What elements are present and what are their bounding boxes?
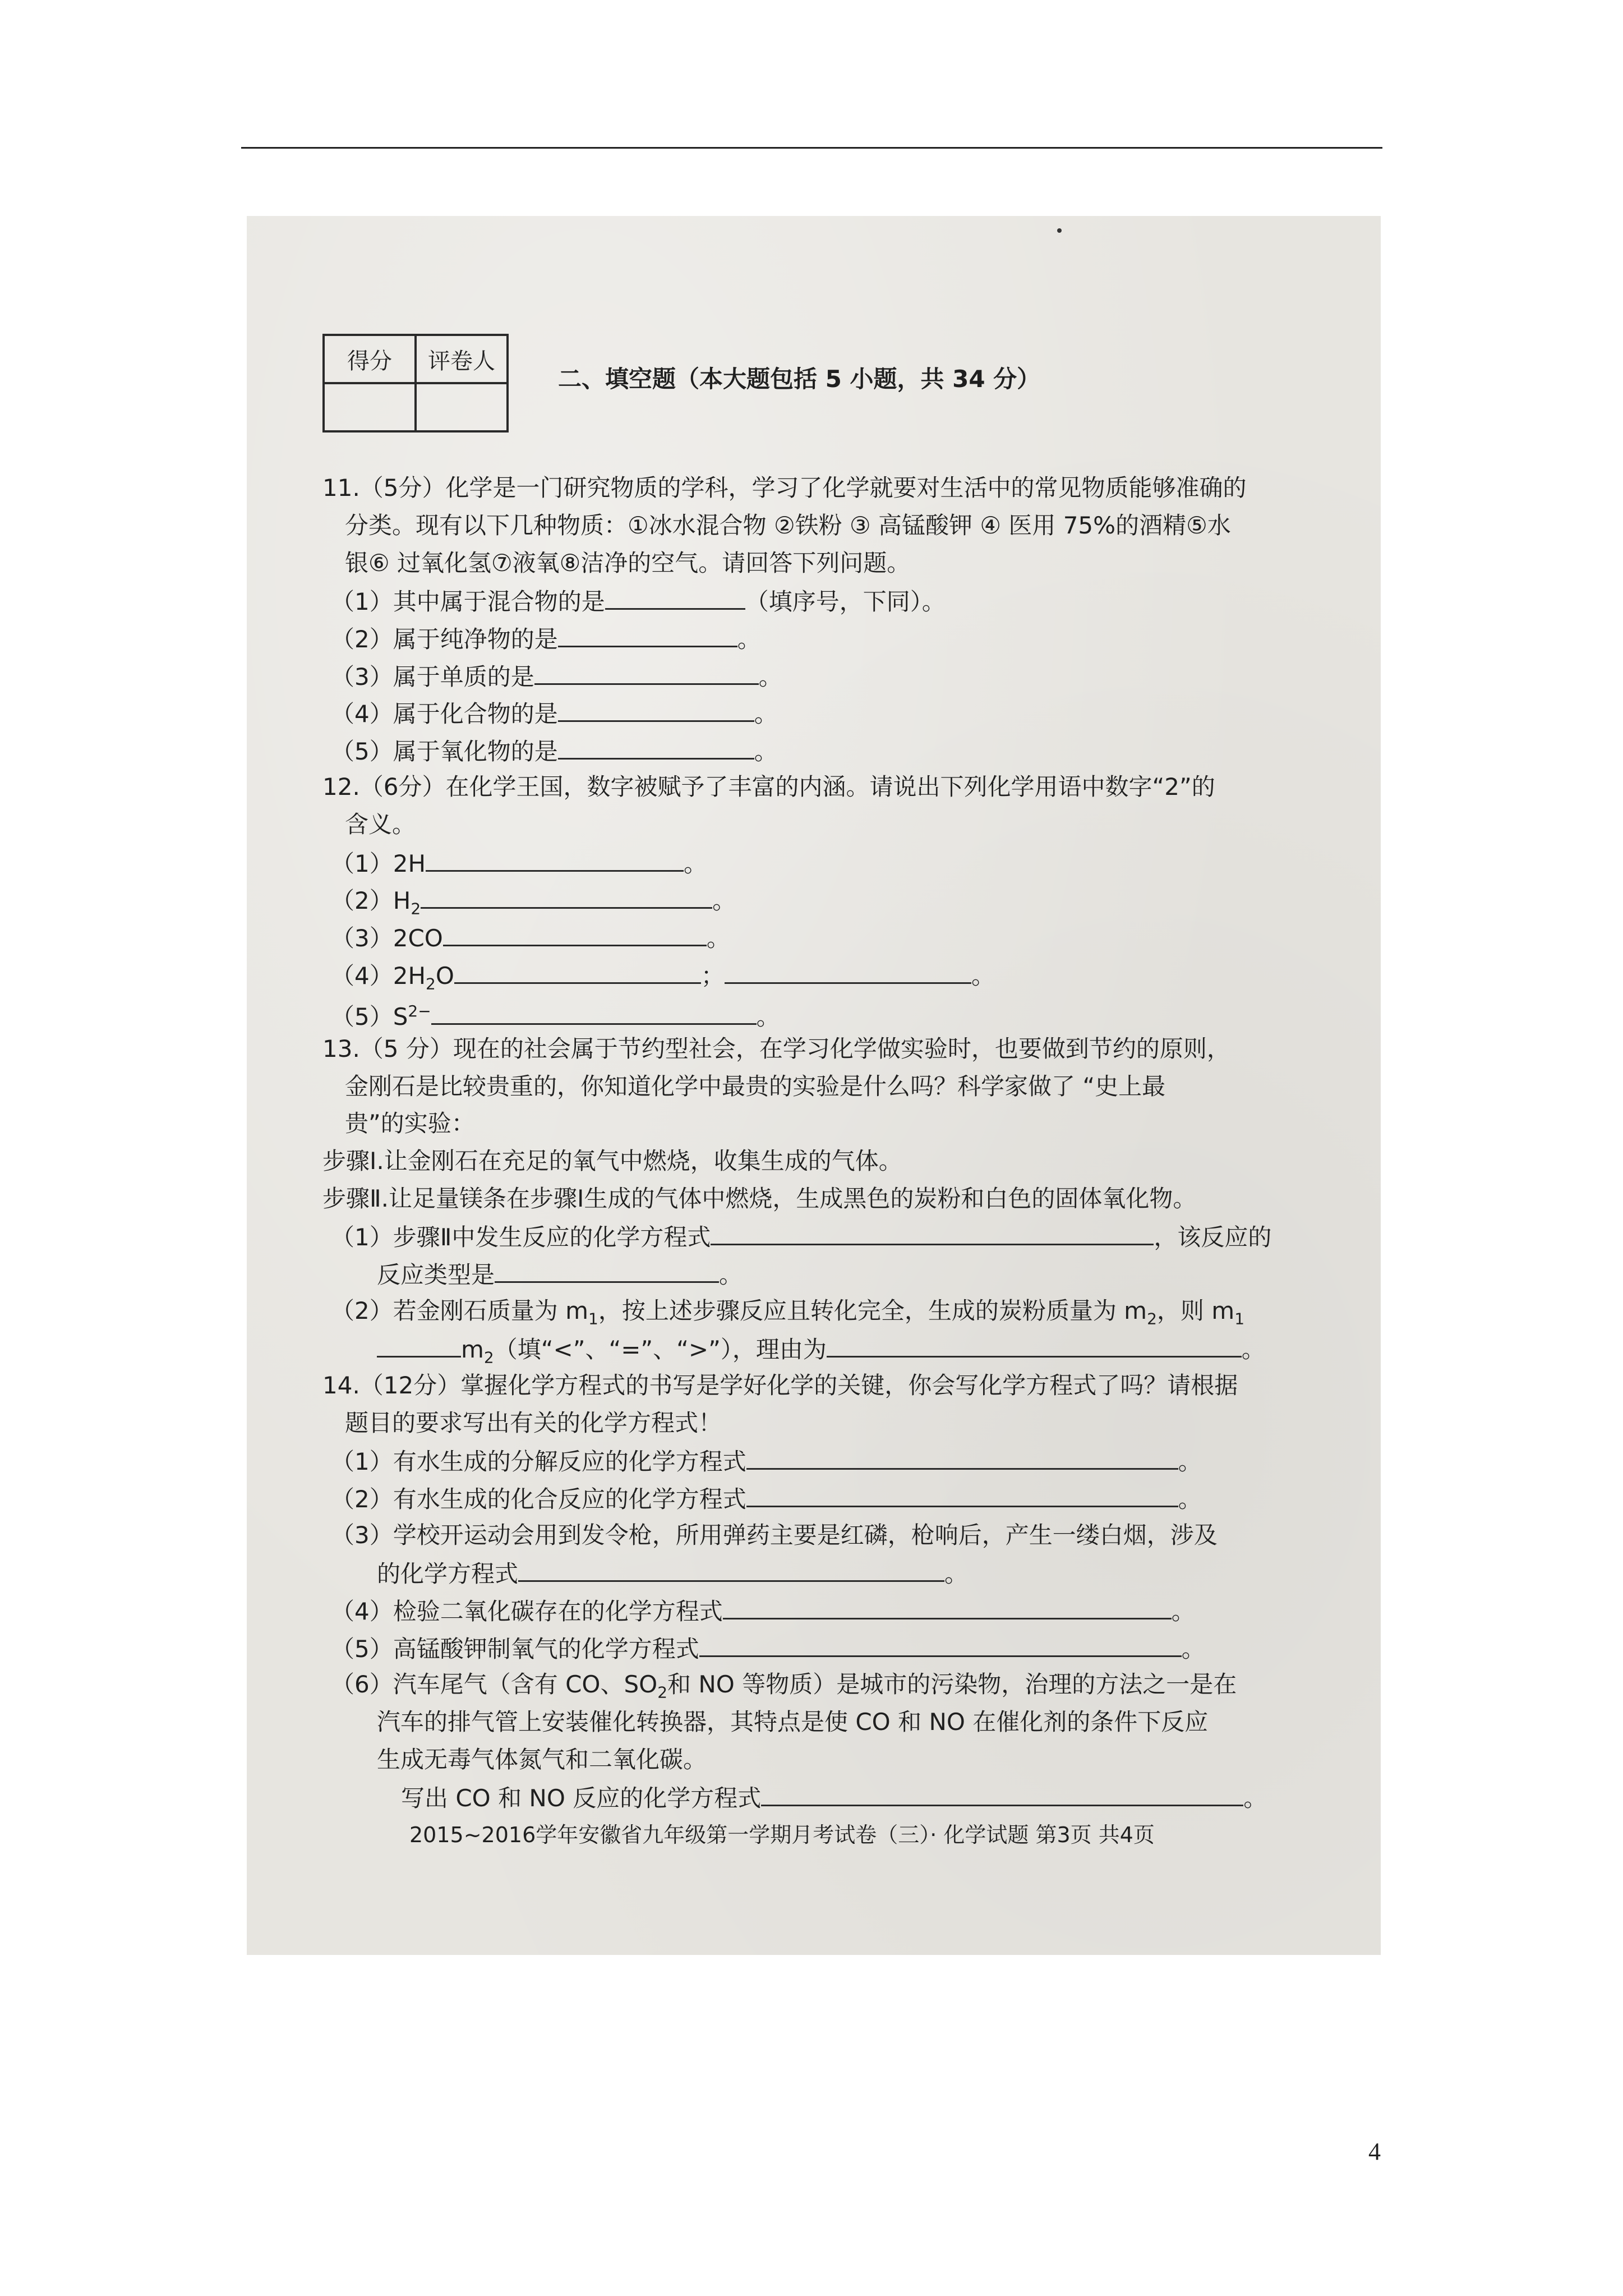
score-table [322, 334, 509, 432]
end-mark: 。 [684, 850, 708, 877]
end-mark: 。 [1178, 1485, 1202, 1513]
q12-part-5 [331, 995, 780, 1034]
q12-answer-blank-4b[interactable] [725, 958, 971, 984]
q11-answer-blank-2[interactable] [558, 621, 737, 647]
q11-intro-3: 银⑥ 过氧化氢⑦液氧⑧洁净的空气。请回答下列问题。 [345, 549, 911, 577]
q13-part-2 [331, 1294, 1244, 1336]
q13-step-2: 步骤Ⅱ.让足量镁条在步骤Ⅰ生成的气体中燃烧，生成黑色的炭粉和白色的固体氧化物。 [322, 1185, 1197, 1212]
q11-answer-blank-3[interactable] [534, 659, 759, 685]
q13-answer-blank-compare[interactable] [377, 1331, 461, 1358]
subscript: 2 [483, 1348, 494, 1367]
q13-answer-blank-1[interactable] [711, 1219, 1154, 1245]
q11-part-1-note: （填序号，下同）。 [745, 588, 946, 615]
q13-part-1-cont-text: 反应类型是 [377, 1261, 495, 1289]
q14-part-6 [331, 1668, 1237, 1709]
grader-cell [416, 383, 508, 431]
q11-intro-1: 11.（5分）化学是一门研究物质的学科，学习了化学就要对生活中的常见物质能够准确的 [322, 474, 1247, 501]
ink-dot [1057, 228, 1062, 233]
q14-part-1 [331, 1443, 1202, 1479]
q12-answer-blank-2[interactable] [421, 882, 712, 909]
q12-part-1-text: （1）2H [331, 850, 426, 877]
q14-part-3-cont-text: 的化学方程式 [377, 1560, 519, 1588]
q14-part-6-text-a: （6）汽车尾气（含有 CO、SO [331, 1671, 658, 1698]
q14-part-6-text-b: 和 NO 等物质）是城市的污染物，治理的方法之一是在 [667, 1671, 1237, 1698]
separator: ； [700, 962, 725, 990]
q14-part-5 [331, 1631, 1205, 1666]
q14-part-4-text: （4）检验二氧化碳存在的化学方程式 [331, 1598, 723, 1625]
page-number: 4 [1368, 2138, 1381, 2165]
q14-answer-blank-3[interactable] [518, 1556, 944, 1582]
q12-part-3-text: （3）2CO [331, 924, 443, 952]
q13-part-2-cont-b: （填“<”、“=”、“>”），理由为 [494, 1336, 827, 1363]
q14-part-1-text: （1）有水生成的分解反应的化学方程式 [331, 1448, 746, 1475]
q14-part-6-cont-1: 汽车的排气管上安装催化转换器，其特点是使 CO 和 NO 在催化剂的条件下反应 [377, 1708, 1209, 1736]
subscript: 2 [426, 974, 436, 993]
q13-intro-2: 金刚石是比较贵重的，你知道化学中最贵的实验是什么吗？科学家做了 “史上最 [345, 1073, 1166, 1100]
score-header: 得分 [324, 335, 416, 383]
q14-part-3: （3）学校开运动会用到发令枪，所用弹药主要是红磷，枪响后，产生一缕白烟，涉及 [331, 1521, 1218, 1549]
q14-answer-blank-5[interactable] [699, 1631, 1182, 1657]
q13-step-1: 步骤Ⅰ.让金刚石在充足的氧气中燃烧，收集生成的气体。 [322, 1147, 902, 1175]
q12-part-4-text: （4）2H [331, 962, 426, 990]
score-cell [324, 383, 416, 431]
q11-part-1 [331, 583, 946, 619]
q14-intro-1: 14.（12分）掌握化学方程式的书写是学好化学的关键，你会写化学方程式了吗？请根据 [322, 1372, 1238, 1399]
q11-answer-blank-1[interactable] [605, 583, 745, 610]
q11-part-4-text: （4）属于化合物的是 [331, 700, 558, 728]
end-mark: 。 [712, 887, 736, 914]
subscript: 2 [657, 1683, 668, 1702]
q14-part-6-cont-2: 生成无毒气体氮气和二氧化碳。 [377, 1746, 707, 1773]
q11-answer-blank-4[interactable] [558, 696, 754, 722]
q11-part-5-text: （5）属于氧化物的是 [331, 738, 558, 765]
q13-intro-1: 13.（5 分）现在的社会属于节约型社会，在学习化学做实验时，也要做到节约的原则， [322, 1035, 1230, 1062]
top-rule [241, 147, 1382, 149]
subscript: 2 [411, 899, 421, 918]
formula-tail: O [435, 962, 454, 990]
q11-part-3 [331, 659, 782, 694]
subscript: 1 [1234, 1309, 1245, 1328]
end-mark: 。 [1243, 1784, 1267, 1812]
grader-header: 评卷人 [416, 335, 508, 383]
q13-part-2-cont [377, 1331, 1265, 1374]
subscript: 2 [1147, 1309, 1157, 1328]
q13-part-2-text-c: ，则 m [1156, 1297, 1235, 1324]
q14-part-6-cont-3 [401, 1780, 1267, 1815]
q14-part-2 [331, 1481, 1202, 1516]
q11-intro-2: 分类。现有以下几种物质：①冰水混合物 ②铁粉 ③ 高锰酸钾 ④ 医用 75%的酒精⑤水 [345, 512, 1231, 539]
end-mark: 。 [719, 1261, 743, 1289]
end-mark: 。 [754, 700, 778, 728]
end-mark: 。 [1171, 1598, 1195, 1625]
end-mark: 。 [971, 962, 995, 990]
q11-part-1-text: （1）其中属于混合物的是 [331, 588, 605, 615]
q12-answer-blank-1[interactable] [426, 845, 684, 872]
end-mark: 。 [754, 738, 778, 765]
q13-part-1-cont [377, 1257, 743, 1292]
q13-answer-blank-type[interactable] [495, 1257, 719, 1283]
exam-page-scan [247, 216, 1381, 1955]
superscript: 2− [408, 1002, 431, 1020]
end-mark: 。 [944, 1560, 969, 1588]
q11-part-3-text: （3）属于单质的是 [331, 663, 534, 691]
q14-answer-blank-6[interactable] [761, 1780, 1243, 1806]
page-footer: 2015~2016学年安徽省九年级第一学期月考试卷（三）· 化学试题 第3页 共4页 [409, 1823, 1155, 1847]
q11-part-5 [331, 733, 778, 769]
q14-part-5-text: （5）高锰酸钾制氧气的化学方程式 [331, 1635, 699, 1663]
q14-part-3-cont [377, 1556, 968, 1591]
q14-part-6-cont-3-text: 写出 CO 和 NO 反应的化学方程式 [401, 1784, 762, 1812]
q14-intro-2: 题目的要求写出有关的化学方程式！ [345, 1409, 722, 1437]
q13-part-2-cont-a: m [461, 1336, 484, 1363]
q12-part-1 [331, 845, 707, 881]
end-mark: 。 [706, 924, 730, 952]
q11-part-2 [331, 621, 761, 656]
q12-answer-blank-3[interactable] [443, 920, 707, 946]
q12-answer-blank-4a[interactable] [454, 958, 701, 984]
q14-answer-blank-4[interactable] [723, 1593, 1172, 1619]
q12-intro-2: 含义。 [345, 811, 416, 838]
q14-part-2-text: （2）有水生成的化合反应的化学方程式 [331, 1485, 746, 1513]
end-mark: 。 [1178, 1448, 1202, 1475]
q13-part-2-text-a: （2）若金刚石质量为 m [331, 1297, 588, 1324]
q12-part-2 [331, 882, 736, 926]
q11-answer-blank-5[interactable] [558, 733, 754, 760]
q12-intro-1: 12.（6分）在化学王国，数字被赋予了丰富的内涵。请说出下列化学用语中数字“2”的 [322, 773, 1215, 800]
q13-intro-3: 贵”的实验： [345, 1110, 475, 1137]
end-mark: 。 [1241, 1336, 1265, 1363]
end-mark: 。 [1181, 1635, 1205, 1663]
q12-part-2-text: （2）H [331, 887, 411, 914]
q14-part-4 [331, 1593, 1195, 1628]
q13-part-1 [331, 1219, 1271, 1254]
end-mark: 。 [737, 625, 761, 653]
q13-part-1-text: （1）步骤Ⅱ中发生反应的化学方程式 [331, 1223, 711, 1251]
q13-part-1-tail: ，该反应的 [1154, 1223, 1272, 1251]
q13-answer-blank-reason[interactable] [827, 1331, 1242, 1358]
q14-answer-blank-1[interactable] [746, 1443, 1178, 1470]
end-mark: 。 [758, 663, 782, 691]
q12-part-5-text: （5）S [331, 1003, 408, 1030]
q13-part-2-text-b: ，按上述步骤反应且转化完全，生成的炭粉质量为 m [598, 1297, 1147, 1324]
q12-part-3 [331, 920, 730, 955]
q12-answer-blank-5[interactable] [431, 999, 757, 1025]
subscript: 1 [588, 1309, 598, 1328]
q11-part-4 [331, 696, 778, 731]
q11-part-2-text: （2）属于纯净物的是 [331, 625, 558, 653]
q14-answer-blank-2[interactable] [746, 1481, 1178, 1507]
section-title: 二、填空题（本大题包括 5 小题，共 34 分） [558, 365, 1041, 393]
end-mark: 。 [756, 1003, 780, 1030]
